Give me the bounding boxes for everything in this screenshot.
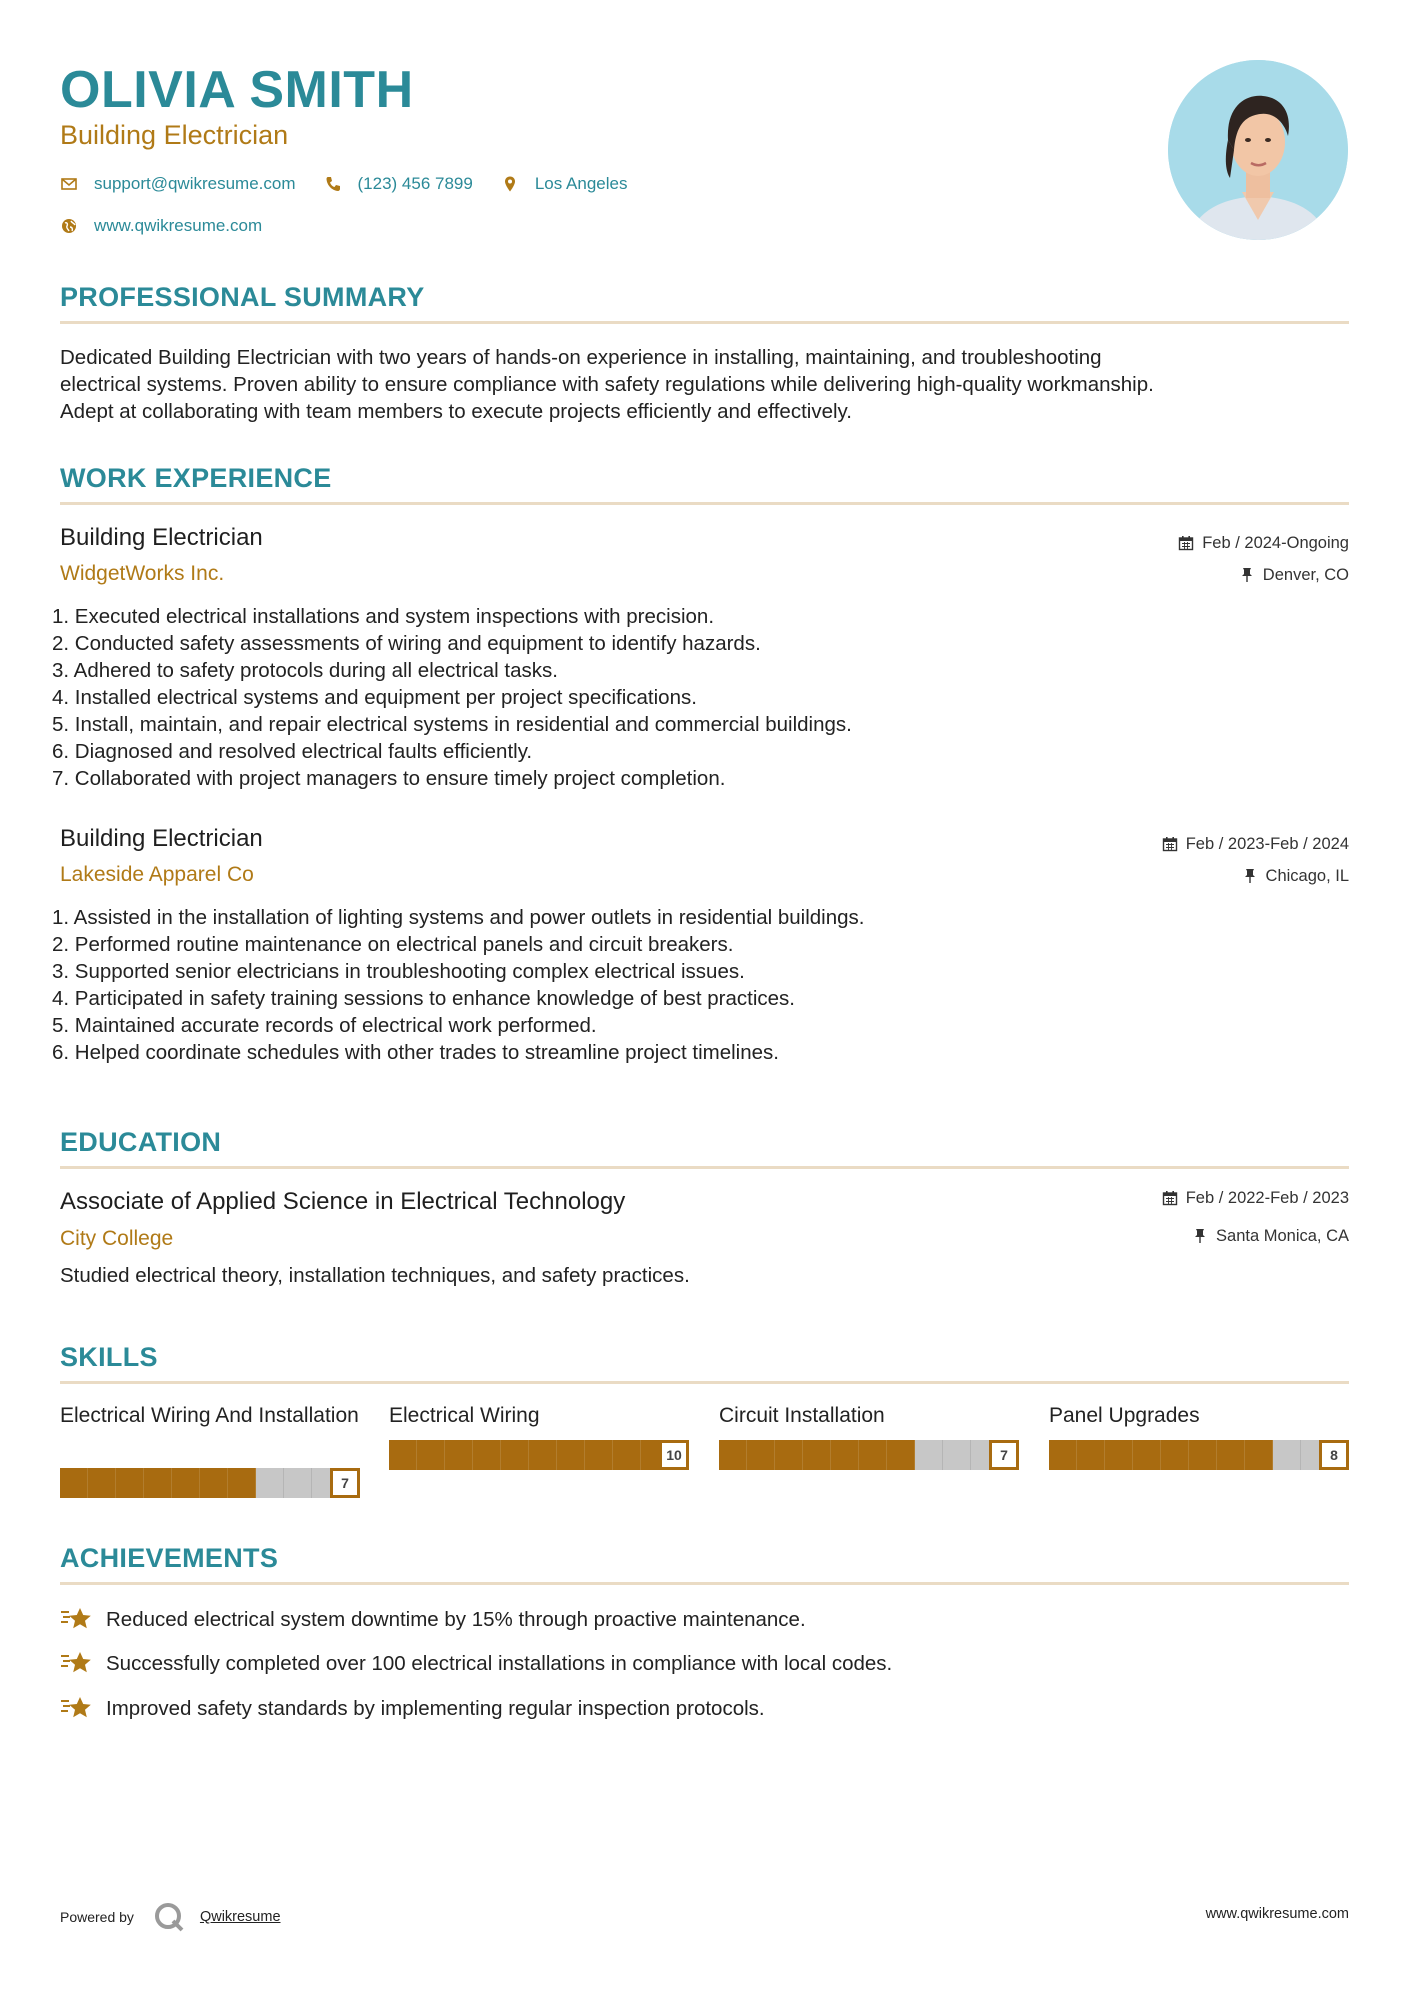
calendar-icon (1162, 1190, 1178, 1206)
skill-rating-badge: 7 (989, 1440, 1019, 1470)
job-location (1244, 865, 1349, 887)
skill-item (60, 1402, 360, 1491)
skill-segment-empty (284, 1468, 312, 1498)
school-name: City College (60, 1227, 174, 1250)
location-text: Los Angeles (534, 174, 628, 193)
summary-line: Dedicated Building Electrician with two years of hands-on experience in installing, maintaining, and troubleshooting (60, 346, 1102, 369)
skill-bar (719, 1440, 1019, 1470)
education-location-text: Santa Monica, CA (1216, 1227, 1349, 1245)
skill-label: Electrical Wiring (389, 1404, 540, 1427)
skill-segment-filled (1133, 1440, 1161, 1470)
contact-row-website (60, 214, 290, 238)
job-location-text: Denver, CO (1262, 566, 1349, 584)
skill-segment-filled (60, 1468, 88, 1498)
skill-item (719, 1402, 1019, 1463)
job-dates-text: Feb / 2024-Ongoing (1202, 534, 1349, 552)
skill-bar (60, 1468, 360, 1498)
contact-location (501, 174, 628, 194)
job-bullets (52, 904, 864, 1066)
pushpin-icon (1241, 567, 1253, 583)
skill-segment-filled (557, 1440, 585, 1470)
pushpin-icon (1244, 868, 1256, 884)
achievement-text: Improved safety standards by implementing regular inspection protocols. (106, 1696, 765, 1720)
achievement-text: Successfully completed over 100 electrical installations in compliance with local codes. (106, 1651, 893, 1675)
qwikresume-logo-icon (152, 1900, 186, 1934)
job-title: Building Electrician (60, 524, 263, 551)
contact-website[interactable] (60, 216, 262, 236)
skill-segment-filled (803, 1440, 831, 1470)
job-dates (1162, 833, 1349, 855)
calendar-icon (1162, 836, 1178, 852)
experience-heading: WORK EXPERIENCE (60, 463, 332, 493)
skill-segment-empty (915, 1440, 943, 1470)
pushpin-icon (1194, 1228, 1206, 1244)
calendar-icon (1178, 535, 1194, 551)
skill-segment-filled (200, 1468, 228, 1498)
education-dates-text: Feb / 2022-Feb / 2023 (1185, 1189, 1349, 1207)
job-company: Lakeside Apparel Co (60, 863, 254, 886)
skill-segment-filled (585, 1440, 613, 1470)
achievement-item (60, 1694, 765, 1722)
achievements-heading: ACHIEVEMENTS (60, 1543, 279, 1573)
globe-icon (60, 217, 78, 235)
list-item: 6. Helped coordinate schedules with other trades to streamline project timelines. (52, 1041, 779, 1064)
skill-rating-badge: 10 (659, 1440, 689, 1470)
skill-item (1049, 1402, 1349, 1463)
skill-segment-filled (859, 1440, 887, 1470)
section-divider (60, 502, 1349, 505)
brand-link[interactable]: Qwikresume (199, 1909, 281, 1925)
education-heading: EDUCATION (60, 1127, 222, 1157)
skill-segment-filled (1105, 1440, 1133, 1470)
list-item: 7. Collaborated with project managers to ensure timely project completion. (52, 767, 726, 790)
job-dates-text: Feb / 2023-Feb / 2024 (1185, 835, 1349, 853)
achievement-item (60, 1605, 806, 1633)
skill-segment-filled (172, 1468, 200, 1498)
skill-segment-filled (228, 1468, 256, 1498)
star-icon (60, 1605, 92, 1633)
candidate-name: OLIVIA SMITH (60, 61, 414, 119)
skill-segment-filled (144, 1468, 172, 1498)
skill-label: Circuit Installation (719, 1404, 885, 1427)
skill-segment-empty (1273, 1440, 1301, 1470)
summary-line: electrical systems. Proven ability to ensure compliance with safety regulations while delivering high-quality workmanship. (60, 373, 1154, 396)
skill-segment-filled (1245, 1440, 1273, 1470)
education-description: Studied electrical theory, installation techniques, and safety practices. (60, 1264, 690, 1287)
skill-segment-filled (1049, 1440, 1077, 1470)
star-icon (60, 1694, 92, 1722)
powered-by-text: Powered by (60, 1909, 134, 1925)
envelope-icon (60, 175, 78, 193)
email-text: support@qwikresume.com (94, 174, 296, 193)
list-item: 4. Installed electrical systems and equipment per project specifications. (52, 686, 697, 709)
website-text: www.qwikresume.com (94, 216, 263, 235)
job-title: Building Electrician (60, 825, 263, 852)
job-company: WidgetWorks Inc. (60, 562, 225, 585)
contact-email[interactable] (60, 174, 296, 194)
skill-label: Panel Upgrades (1049, 1404, 1200, 1427)
candidate-title: Building Electrician (60, 120, 289, 150)
skill-segment-empty (256, 1468, 284, 1498)
section-divider (60, 1166, 1349, 1169)
contact-row (60, 172, 655, 196)
skill-segment-filled (417, 1440, 445, 1470)
star-icon (60, 1649, 92, 1677)
job-location-text: Chicago, IL (1265, 867, 1349, 885)
skill-label: Electrical Wiring And Installation (60, 1404, 359, 1427)
skill-segment-filled (887, 1440, 915, 1470)
skill-segment-filled (501, 1440, 529, 1470)
summary-line: Adept at collaborating with team members to execute projects efficiently and effectively. (60, 400, 852, 423)
summary-heading: PROFESSIONAL SUMMARY (60, 282, 425, 312)
list-item: 5. Maintained accurate records of electrical work performed. (52, 1014, 597, 1037)
degree-title: Associate of Applied Science in Electrical Technology (60, 1188, 626, 1215)
skill-segment-filled (775, 1440, 803, 1470)
achievement-item (60, 1649, 892, 1677)
list-item: 1. Executed electrical installations and system inspections with precision. (52, 605, 715, 628)
skill-segment-filled (831, 1440, 859, 1470)
skill-segment-filled (529, 1440, 557, 1470)
list-item: 3. Adhered to safety protocols during all electrical tasks. (52, 659, 558, 682)
skill-bar (389, 1440, 689, 1470)
skill-segment-filled (116, 1468, 144, 1498)
skill-item (389, 1402, 689, 1463)
footer-url[interactable]: www.qwikresume.com (1205, 1906, 1349, 1922)
skill-segment-filled (88, 1468, 116, 1498)
skill-segment-filled (445, 1440, 473, 1470)
skill-rating-badge: 7 (330, 1468, 360, 1498)
skill-rating-badge: 8 (1319, 1440, 1349, 1470)
list-item: 5. Install, maintain, and repair electrical systems in residential and commercial buildings. (52, 713, 852, 736)
profile-photo (1168, 60, 1348, 240)
section-divider (60, 1381, 1349, 1384)
skill-segment-filled (613, 1440, 641, 1470)
skill-segment-filled (1077, 1440, 1105, 1470)
footer-branding (60, 1900, 281, 1934)
list-item: 2. Conducted safety assessments of wiring and equipment to identify hazards. (52, 632, 761, 655)
map-pin-icon (501, 175, 519, 193)
list-item: 2. Performed routine maintenance on electrical panels and circuit breakers. (52, 933, 734, 956)
skill-segment-filled (1189, 1440, 1217, 1470)
skill-segment-filled (719, 1440, 747, 1470)
education-location (1194, 1225, 1349, 1247)
phone-text: (123) 456 7899 (357, 174, 473, 193)
skill-segment-filled (389, 1440, 417, 1470)
education-dates (1162, 1187, 1349, 1209)
job-dates (1178, 532, 1349, 554)
skill-bar (1049, 1440, 1349, 1470)
skill-segment-filled (1161, 1440, 1189, 1470)
phone-icon (324, 175, 342, 193)
list-item: 4. Participated in safety training sessions to enhance knowledge of best practices. (52, 987, 795, 1010)
skill-segment-filled (1217, 1440, 1245, 1470)
summary-text (60, 344, 1350, 425)
list-item: 1. Assisted in the installation of lighting systems and power outlets in residential buildings. (52, 906, 865, 929)
achievement-text: Reduced electrical system downtime by 15% through proactive maintenance. (106, 1607, 806, 1631)
section-divider (60, 321, 1349, 324)
list-item: 6. Diagnosed and resolved electrical faults efficiently. (52, 740, 533, 763)
skill-segment-empty (943, 1440, 971, 1470)
skills-heading: SKILLS (60, 1342, 158, 1372)
skill-segment-filled (473, 1440, 501, 1470)
list-item: 3. Supported senior electricians in troubleshooting complex electrical issues. (52, 960, 745, 983)
job-location (1241, 564, 1349, 586)
section-divider (60, 1582, 1349, 1585)
contact-phone[interactable] (324, 174, 473, 194)
job-bullets (52, 603, 852, 792)
skill-segment-filled (747, 1440, 775, 1470)
